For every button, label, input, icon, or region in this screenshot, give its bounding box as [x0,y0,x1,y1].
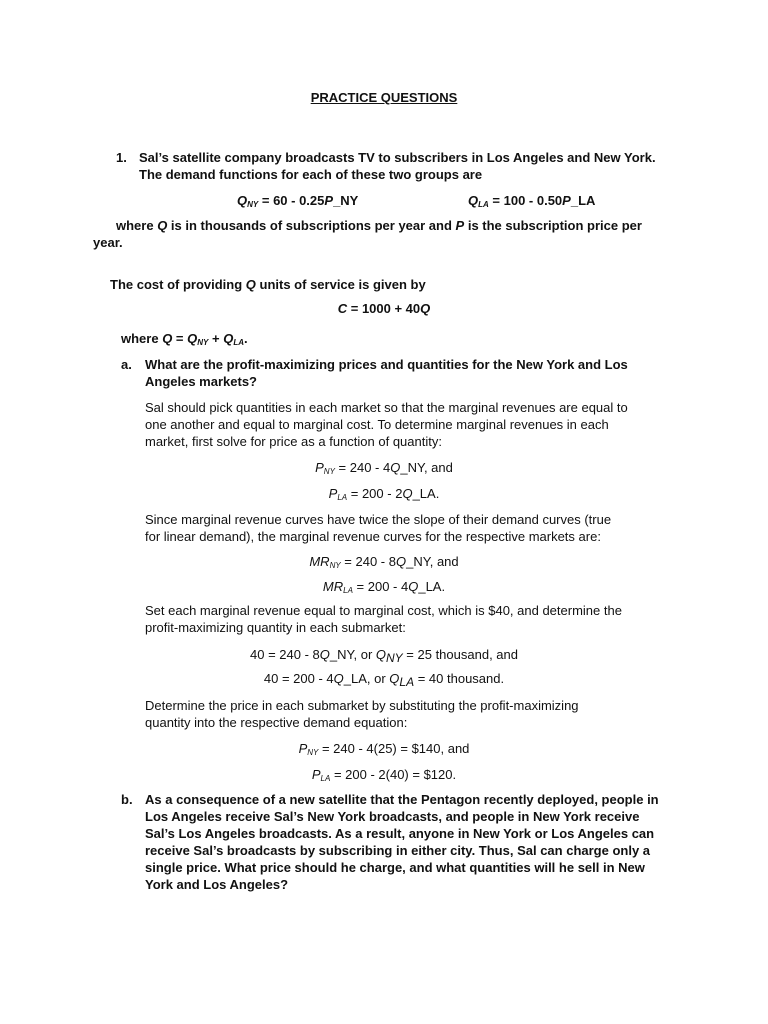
demand-equation-ny: $Q_{NY} = 60$ - 0.25P_NY [237,193,359,209]
equation-final-price-ny: $P_{NY} = 240 - 4(25)$ = $140, and [298,741,470,757]
answer-paragraph: for linear demand), the marginal revenue curves for the respective markets are: [145,529,601,544]
answer-paragraph: quantity into the respective demand equation: [145,715,408,730]
answer-paragraph: Sal should pick quantities in each market so that the marginal revenues are equal to [145,400,628,415]
cost-equation: C = 1000 + 40Q [337,301,431,316]
question-intro-line: Sal’s satellite company broadcasts TV to subscribers in Los Angeles and New York. [139,150,656,165]
page-title: PRACTICE QUESTIONS [310,90,458,105]
answer-paragraph: Since marginal revenue curves have twice the slope of their demand curves (true [145,512,612,527]
part-b-question: receive Sal’s broadcasts by subscribing in either city. Thus, Sal can charge only a [145,843,651,858]
cost-intro: The cost of providing Q units of service is given by [110,277,426,292]
equation-price-ny: $P_{NY} = 240$ - 4Q_NY, and [315,460,453,476]
demand-equation-la: $Q_{LA} = 100$ - 0.50P_LA [468,193,596,209]
part-b-question: As a consequence of a new satellite that the Pentagon recently deployed, people in [145,792,659,807]
answer-paragraph: Determine the price in each submarket by substituting the profit-maximizing [145,698,579,713]
equation-final-price-la: $P_{LA} = 200 - 2(40)$ = $120. [311,767,457,783]
part-a-question: What are the profit-maximizing prices and quantities for the New York and Los [145,357,628,372]
part-a-question: Angeles markets? [145,374,257,389]
part-a-label: a. [121,357,132,372]
equation-price-la: $P_{LA} = 200$ - 2Q_LA. [328,486,440,502]
answer-paragraph: Set each marginal revenue equal to marginal cost, which is $40, and determine the [145,603,622,618]
question-number: 1. [116,150,127,165]
part-b-question: Sal’s Los Angeles broadcasts. As a result, anyone in New York or Los Angeles can [145,826,655,841]
part-b-question: single price. What price should he charge, and what quantities will he sell in New [145,860,645,875]
where-line: where Q is in thousands of subscriptions per year and P is the subscription price per [116,218,642,233]
equation-mr-la: $MR_{LA} = 200$ - 4Q_LA. [322,579,446,595]
answer-paragraph: one another and equal to marginal cost. To determine marginal revenues in each [145,417,609,432]
equation-solve-la: 40 = 200 - 4Q_LA, or $Q_{LA} = 40$ thousand. [263,671,505,689]
answer-paragraph: profit-maximizing quantity in each submarket: [145,620,406,635]
equation-mr-ny: $MR_{NY} = 240$ - 8Q_NY, and [309,554,459,570]
question-intro-line: The demand functions for each of these two groups are [139,167,483,182]
where-q-line: where $Q = Q_{NY} + Q_{LA}$. [121,331,248,347]
answer-paragraph: market, first solve for price as a function of quantity: [145,434,442,449]
part-b-label: b. [121,792,133,807]
part-b-question: York and Los Angeles? [145,877,289,892]
equation-solve-ny: 40 = 240 - 8Q_NY, or $Q_{NY} = 25$ thousand, and [250,647,518,665]
part-b-question: Los Angeles receive Sal’s New York broadcasts, and people in New York receive [145,809,640,824]
where-line: year. [93,235,123,250]
